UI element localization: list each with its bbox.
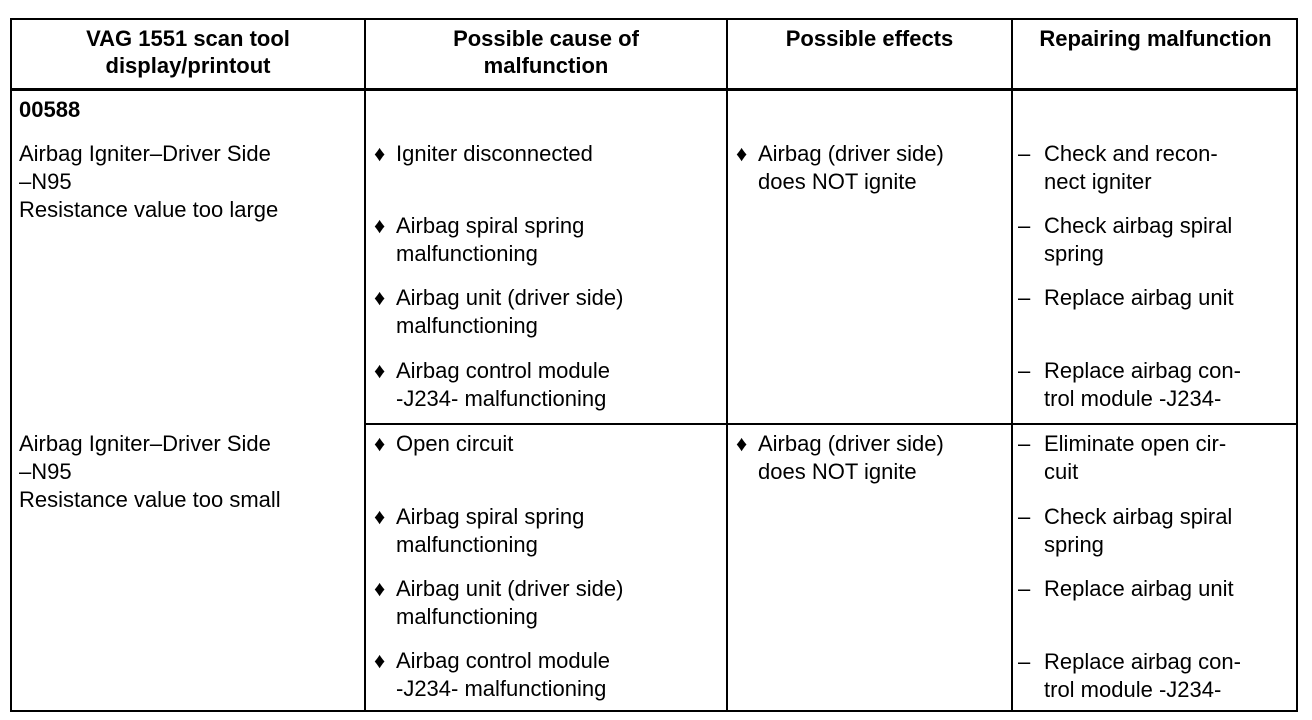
dash-icon: – <box>1018 285 1031 310</box>
repair-line: trol module -J234- <box>1044 677 1222 702</box>
cause-line: Airbag spiral spring <box>396 213 585 238</box>
cause-line: malfunctioning <box>396 532 538 557</box>
header-line: malfunction <box>483 53 609 78</box>
repair-line: Replace airbag unit <box>1044 285 1234 310</box>
repair-line: Replace airbag con- <box>1044 358 1241 383</box>
dash-icon: – <box>1018 358 1031 383</box>
cause-line: malfunctioning <box>396 241 538 266</box>
cause-line: malfunctioning <box>396 313 538 338</box>
header-possible-effects <box>728 25 1011 52</box>
bullet-icon: ♦ <box>374 576 386 601</box>
header-divider <box>10 88 1298 91</box>
bullet-icon: ♦ <box>736 431 748 456</box>
display-text-row-2 <box>19 430 281 514</box>
dash-icon: – <box>1018 431 1031 456</box>
row-divider <box>365 423 1298 425</box>
display-line: Resistance value too small <box>19 487 281 512</box>
bullet-icon: ♦ <box>374 213 386 238</box>
repair-line: Check airbag spiral <box>1044 504 1233 529</box>
display-line: –N95 <box>19 169 72 194</box>
bullet-icon: ♦ <box>374 285 386 310</box>
repair-line: Check airbag spiral <box>1044 213 1233 238</box>
cause-line: Airbag control module <box>396 648 611 673</box>
effect-line: does NOT ignite <box>758 459 917 484</box>
cause-line: -J234- malfunctioning <box>396 676 607 701</box>
effect-line: Airbag (driver side) <box>758 141 944 166</box>
repair-line: Check and recon- <box>1044 141 1218 166</box>
bullet-icon: ♦ <box>736 141 748 166</box>
dash-icon: – <box>1018 141 1031 166</box>
cause-line: malfunctioning <box>396 604 538 629</box>
dash-icon: – <box>1018 213 1031 238</box>
repair-line: nect igniter <box>1044 169 1152 194</box>
bullet-icon: ♦ <box>374 648 386 673</box>
cause-line: Airbag control module <box>396 358 611 383</box>
header-line: Repairing malfunction <box>1039 26 1272 51</box>
repair-line: cuit <box>1044 459 1079 484</box>
display-line: Airbag Igniter–Driver Side <box>19 431 271 456</box>
dash-icon: – <box>1018 649 1031 674</box>
column-divider-3 <box>1011 18 1013 712</box>
repair-line: spring <box>1044 241 1104 266</box>
bullet-icon: ♦ <box>374 504 386 529</box>
bullet-icon: ♦ <box>374 431 386 456</box>
repair-line: Replace airbag unit <box>1044 576 1234 601</box>
header-line: Possible cause of <box>453 26 639 51</box>
cause-line: Open circuit <box>396 431 514 456</box>
header-scan-tool-display <box>12 25 364 79</box>
header-repairing <box>1013 25 1298 52</box>
column-divider-2 <box>726 18 728 712</box>
header-line: VAG 1551 scan tool <box>86 26 290 51</box>
cause-line: Airbag unit (driver side) <box>396 576 624 601</box>
cause-line: Airbag spiral spring <box>396 504 585 529</box>
bullet-icon: ♦ <box>374 358 386 383</box>
dash-icon: – <box>1018 504 1031 529</box>
display-text-row-1 <box>19 140 278 224</box>
display-line: –N95 <box>19 459 72 484</box>
cause-line: Igniter disconnected <box>396 141 593 166</box>
effect-line: Airbag (driver side) <box>758 431 944 456</box>
cause-line: -J234- malfunctioning <box>396 386 607 411</box>
column-divider-1 <box>364 18 366 712</box>
cause-line: Airbag unit (driver side) <box>396 285 624 310</box>
repair-line: trol module -J234- <box>1044 386 1222 411</box>
dash-icon: – <box>1018 576 1031 601</box>
header-line: display/printout <box>105 53 271 78</box>
repair-line: Eliminate open cir- <box>1044 431 1227 456</box>
header-line: Possible effects <box>785 26 954 51</box>
header-possible-cause <box>366 25 726 79</box>
display-line: Airbag Igniter–Driver Side <box>19 141 271 166</box>
effect-line: does NOT ignite <box>758 169 917 194</box>
display-line: Resistance value too large <box>19 197 279 222</box>
bullet-icon: ♦ <box>374 141 386 166</box>
fault-code: 00588 <box>19 97 81 122</box>
repair-line: Replace airbag con- <box>1044 649 1241 674</box>
repair-line: spring <box>1044 532 1104 557</box>
